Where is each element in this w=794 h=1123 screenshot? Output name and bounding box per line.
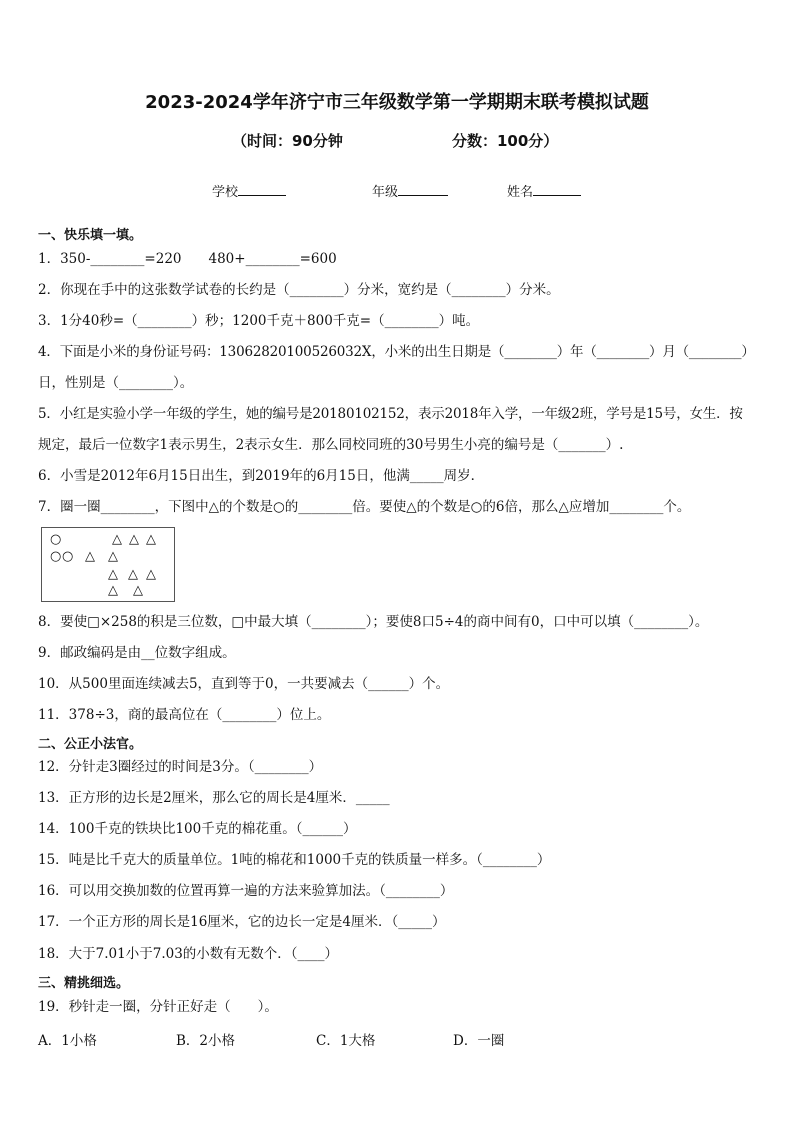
question-17: 17．一个正方形的周长是16厘米，它的边长一定是4厘米．（_____） <box>38 914 446 930</box>
option-c[interactable]: C．1大格 <box>316 1033 376 1049</box>
triangle-shape: △ <box>133 583 143 598</box>
section-2-heading: 二、公正小法官。 <box>38 737 143 752</box>
question-5-line-1: 5．小红是实验小学一年级的学生，她的编号是20180102152，表示2018年入学，一年级2班，学号是15号，女生．按 <box>38 406 743 422</box>
question-1: 1．350-________=220 480+________=600 <box>38 251 337 267</box>
triangle-shape: △ <box>128 567 138 582</box>
school-field <box>212 181 286 200</box>
name-field <box>507 181 581 200</box>
exam-time: （时间：90分钟 <box>232 132 343 150</box>
triangle-shape: △ <box>112 532 122 547</box>
question-5-line-2: 规定，最后一位数字1表示男生，2表示女生．那么同校同班的30号男生小亮的编号是（_______）. <box>38 437 624 453</box>
question-6: 6．小雪是2012年6月15日出生，到2019年的6月15日，他满_____周岁． <box>38 468 485 484</box>
section-1-heading: 一、快乐填一填。 <box>38 228 143 243</box>
question-18: 18．大于7.01小于7.03的小数有无数个．（____） <box>38 946 339 962</box>
question-19: 19．秒针走一圈，分针正好走（ ）。 <box>38 999 278 1015</box>
triangle-shape: △ <box>108 583 118 598</box>
question-2: 2．你现在手中的这张数学试卷的长约是（________）分米，宽约是（________）分米。 <box>38 282 560 298</box>
question-4-line-2: 日，性别是（________）。 <box>38 375 194 391</box>
question-14: 14．100千克的铁块比100千克的棉花重。（______） <box>38 821 357 837</box>
name-blank <box>533 183 581 196</box>
question-4-line-1: 4．下面是小米的身份证号码：13062820100526032X，小米的出生日期是（________）年（________）月（________） <box>38 344 755 360</box>
school-blank <box>238 183 286 196</box>
section-3-heading: 三、精挑细选。 <box>38 976 130 991</box>
exam-score: 分数：100分） <box>452 132 559 150</box>
question-11: 11．378÷3，商的最高位在（________）位上。 <box>38 707 331 723</box>
triangle-shape: △ <box>85 549 95 564</box>
option-a[interactable]: A．1小格 <box>38 1033 97 1049</box>
question-12: 12．分针走3圈经过的时间是3分。（________） <box>38 759 323 775</box>
triangle-shape: △ <box>129 532 139 547</box>
triangle-shape: △ <box>146 532 156 547</box>
question-3: 3．1分40秒=（________）秒；1200千克＋800千克=（________）吨。 <box>38 313 480 329</box>
circle-shape: ○ <box>50 532 62 547</box>
question-16: 16．可以用交换加数的位置再算一遍的方法来验算加法。（________） <box>38 883 454 899</box>
question-9: 9．邮政编码是由__位数字组成。 <box>38 645 236 661</box>
question-15: 15．吨是比千克大的质量单位。1吨的棉花和1000千克的铁质量一样多。（________） <box>38 852 551 868</box>
question-7: 7．圈一圈________，下图中△的个数是○的________倍。要使△的个数是○的6倍，那么△应增加________个。 <box>38 499 691 515</box>
circle-shape: ○ <box>62 549 74 564</box>
triangle-shape: △ <box>108 567 118 582</box>
option-b[interactable]: B．2小格 <box>176 1033 236 1049</box>
school-label: 学校 <box>212 185 239 200</box>
grade-field <box>372 181 448 200</box>
triangle-shape: △ <box>108 549 118 564</box>
shapes-figure <box>41 527 175 602</box>
grade-blank <box>398 183 448 196</box>
circle-shape: ○ <box>50 549 62 564</box>
grade-label: 年级 <box>372 185 399 200</box>
question-10: 10．从500里面连续减去5，直到等于0，一共要减去（______）个。 <box>38 676 450 692</box>
question-13: 13．正方形的边长是2厘米，那么它的周长是4厘米．_____ <box>38 790 390 806</box>
triangle-shape: △ <box>146 567 156 582</box>
question-8: 8．要使□×258的积是三位数，□中最大填（________）；要使8口5÷4的商中间有0，口中可以填（________）。 <box>38 614 709 630</box>
name-label: 姓名 <box>507 185 534 200</box>
option-d[interactable]: D．一圈 <box>453 1033 505 1049</box>
exam-title: 2023-2024学年济宁市三年级数学第一学期期末联考模拟试题 <box>145 92 649 113</box>
